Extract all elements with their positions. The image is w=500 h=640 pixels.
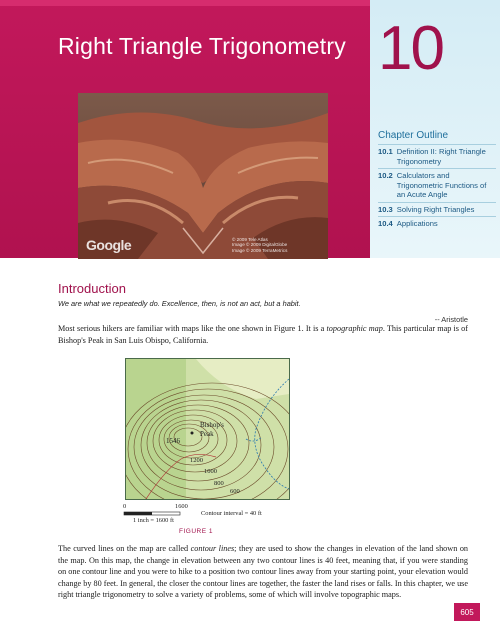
contour-map-illustration bbox=[126, 359, 289, 499]
outline-item-number: 10.3 bbox=[378, 204, 393, 214]
outline-item-text: Definition II: Right Triangle Trigonometry bbox=[396, 147, 486, 166]
paragraph-text: ; they are used to show the changes in elevation of the land shown on the map. On this map, the change in elevation between any two contour lines is 40 feet, meaning that, if you were standing on one contour line and you were to hike to a position two contour lines away from your starting point, your elevation would change by 80 feet. In general, the closer the contour lines are together, the faster the land rises or falls. In this chapter, we use right triangle trigonometry to solve a variety of problems, some of which will involve topographic maps. bbox=[58, 544, 469, 600]
scale-start-label: 0 bbox=[123, 503, 127, 510]
outline-item-text: Calculators and Trigonometric Functions of an Acute Angle bbox=[396, 171, 487, 199]
outline-item-number: 10.1 bbox=[378, 147, 393, 156]
introduction-heading: Introduction bbox=[58, 281, 126, 296]
elevation-label: 600 bbox=[230, 488, 240, 495]
chapter-title: Right Triangle Trigonometry bbox=[58, 33, 346, 59]
photo-credit bbox=[232, 237, 312, 253]
body-paragraph bbox=[58, 543, 468, 601]
outline-item bbox=[378, 216, 496, 231]
elevation-label: 1000 bbox=[204, 468, 217, 475]
credit-line: Image © 2009 TerraMetrics bbox=[232, 247, 288, 253]
credit-line: Image © 2009 DigitalGlobe bbox=[232, 242, 288, 248]
contour-interval-note: Contour interval = 40 ft bbox=[201, 510, 262, 517]
outline-item bbox=[378, 202, 496, 217]
outline-item-text: Solving Right Triangles bbox=[396, 204, 475, 214]
key-term: contour lines bbox=[190, 544, 235, 553]
outline-heading: Chapter Outline bbox=[378, 130, 449, 141]
photo-logo: Google bbox=[86, 237, 132, 253]
canyon-aerial-photo bbox=[78, 93, 328, 259]
outline-list bbox=[378, 144, 496, 231]
epigraph-quote: We are what we repeatedly do. Excellence, then, is not an act, but a habit. bbox=[58, 299, 301, 308]
paragraph-text: . This particular map is of Bishop's Peak in San Luis Obispo, California. bbox=[58, 324, 469, 345]
scale-note: 1 inch = 1600 ft bbox=[133, 517, 174, 524]
outline-item bbox=[378, 168, 496, 202]
outline-item bbox=[378, 144, 496, 168]
credit-line: © 2009 Tele Atlas bbox=[232, 236, 268, 242]
peak-label: Bishop's bbox=[200, 421, 224, 429]
outline-item-text: Applications bbox=[396, 219, 438, 228]
key-term: topographic map bbox=[326, 324, 383, 333]
chapter-number: 10 bbox=[378, 14, 443, 83]
epigraph-author: -- Aristotle bbox=[434, 315, 468, 324]
elevation-label: 800 bbox=[214, 480, 224, 487]
page-number: 605 bbox=[454, 603, 480, 621]
scale-end-label: 1600 bbox=[175, 503, 188, 510]
outline-item-number: 10.4 bbox=[378, 219, 393, 228]
canyon-illustration bbox=[78, 93, 328, 259]
figure-caption: FIGURE 1 bbox=[179, 528, 213, 535]
elevation-label: 1546 bbox=[166, 437, 180, 445]
intro-paragraph bbox=[58, 323, 468, 346]
map-scale bbox=[123, 503, 343, 527]
topographic-map bbox=[125, 358, 290, 500]
peak-label: Peak bbox=[200, 430, 214, 438]
elevation-label: 1200 bbox=[190, 457, 203, 464]
paragraph-text: The curved lines on the map are called bbox=[58, 544, 191, 553]
paragraph-text: Most serious hikers are familiar with maps like the one shown in Figure 1. It is a bbox=[58, 324, 327, 333]
outline-item-number: 10.2 bbox=[378, 171, 393, 180]
